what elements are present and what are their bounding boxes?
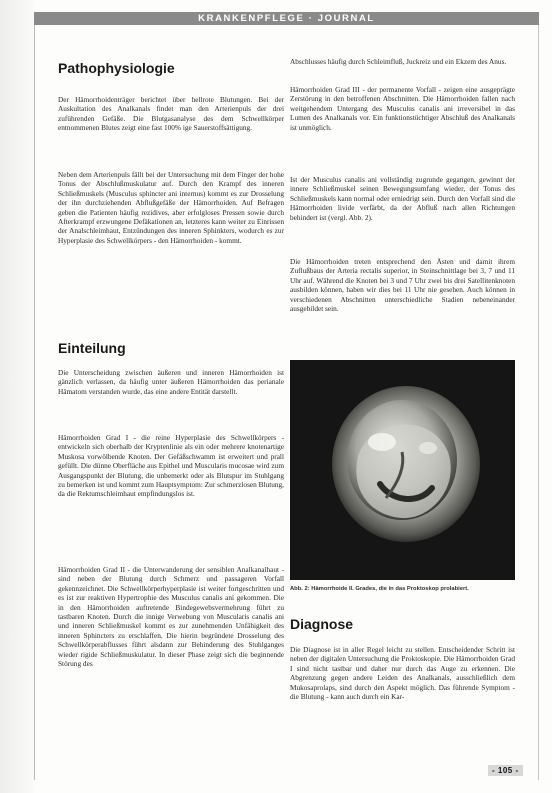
section-heading-einteilung: Einteilung [58, 340, 126, 356]
page-edge-shadow [0, 0, 34, 793]
journal-title: KRANKENPFLEGE · JOURNAL [198, 13, 375, 24]
section-heading-pathophysiologie: Pathophysiologie [58, 60, 175, 76]
figure-caption: Abb. 2: Hämorrhoide II. Grades, die in das Proktoskop prolabiert. [290, 586, 469, 592]
paragraph: Die Diagnose ist in aller Regel leicht zu stellen. Entscheidender Schritt ist neben der digitalen Untersuchung die Proktoskopie. Die Hämorrhoiden Grad I sind nicht tastbar und daher nur durch das Auge zu erkennen. Die Abgrenzung gegen andere Leiden des Analkanals, ausschließlich dem Mukosaprolaps, sind durch den Aspekt möglich. Das führende Symptom - die Blutung - kann auch durch ein Kar- [290, 645, 515, 702]
paragraph: Neben dem Arterienpuls fällt bei der Untersuchung mit dem Finger der hohe Tonus der Abschlußmuskulatur auf. Durch den Krampf des inneren Schließmuskels (Musculus sphincter ani internus) kommt es zur Drosselung der ihn durchziehenden Abflußgefäße der Hämorrhoiden. Auf Befragen geben die Patienten häufig rezidives, aber erfolgloses Pressen sowie durch Afterkrampf erzwungene Defäkationen an, letzteres kann weiter zu Einrissen der Analschleimhaut, Entzündungen des inneren Sphinkters, wodurch es zur Hyperplasie des Schwellkörpers - den Hämorrhoiden - kommt. [58, 170, 284, 245]
paragraph: Hämorrhoiden Grad I - die reine Hyperplasie des Schwellkörpers - entwickeln sich oberhalb der Kryptenlinie als ein oder mehrere knotenartige Muskosa vorwölbende Knoten. Der Gefäßschwamm ist erweitert und prall gefüllt. Die dünne Oberfläche aus Epithel und Muscularis mucosae wird zum Ausgangspunkt der Blutung, die unbemerkt oder als Blutspur im Stuhlgang zu bemerken ist und kommt zum Hauptsymptom: Zur schmerzlosen Blutung, da die Rektumschleimhaut empfindungslos ist. [58, 433, 284, 499]
paragraph: Die Hämorrhoiden treten entsprechend den Ästen und damit ihrem Zuflußbaus der Arteria rectalis superior, in Steinschnittlage bei 3, 7 und 11 Uhr auf. Während die Knoten bei 3 und 7 Uhr zwei bis drei Satellitenknoten ausbilden können, haben wir dies bei 11 Uhr nie gesehen. Auch können in verschiedenen Abschnitten unterschiedliche Stadien nebeneinander ausgebildet sein. [290, 257, 515, 314]
paragraph: Hämorrhoiden Grad II - die Unterwanderung der sensiblen Analkanalhaut - sind neben der Blutung durch Schmerz und passageren Vorfall gekennzeichnet. Die Schwellkörperhyperplasie ist weiter fortgeschritten und es ist zur reaktiven Hypertrophie des Musculus canalis ani gekommen. Die in den Hämorrhoiden auftretende Bindegewebsvermehrung führt zu tastbaren Knoten. Durch die innige Verwebung von Muscularis canalis ani und inneren Schließmuskel kommt es zur zunehmenden Unfähigkeit des inneren Sphincters zu erschlaffen. Die hierin begründete Drosselung des Schwellkörperabflusses führt alsdann zur Behinderung des Stuhlganges wieder rigide Schließmuskulatur. In dieser Phase zeigt sich die beginnende Störung des [58, 565, 284, 669]
left-rule [34, 25, 35, 780]
running-header [34, 12, 539, 25]
paragraph: Hämorrhoiden Grad III - der permanente Vorfall - zeigen eine ausgeprägte Zerstörung in den betroffenen Abschnitten. Die Hämorrhoiden fallen nach weitgehendem Untergang des Musculus canalis ani irreversibel in das Lumen des Analkanals vor. Ein funktionstüchtiger Abschluß des Analkanals ist unmöglich. [290, 85, 515, 132]
proctoscopy-photo [290, 360, 515, 580]
paragraph: Der Hämorrhoidenträger berichtet über hellrote Blutungen. Bei der Auskultation des Analkanals findet man den Arterienpuls der drei zuführenden Gefäße. Die Blutgasanalyse des dem Schwellkörper entnommenen Blutes zeigt eine fast 100% ige Sauerstoffsättigung. [58, 95, 284, 133]
paragraph: Ist der Musculus canalis ani vollständig zugrunde gegangen, gewinnt der innere Schließmuskel seinen Bewegungsumfang wieder, der Tonus des Schließmuskels kann normal oder erniedrigt sein. Durch den Vorfall sind die Hämorrhoiden livide verfärbt, da der Abfluß nach allen Richtungen behindert ist (vergl. Abb. 2). [290, 175, 515, 222]
right-rule [538, 25, 539, 780]
paragraph: Abschlusses häufig durch Schleimfluß, Juckreiz und ein Ekzem des Anus. [290, 57, 507, 66]
hemorrhoid-image [290, 360, 515, 580]
section-heading-diagnose: Diagnose [290, 616, 354, 632]
page-number: - 105 - [488, 765, 523, 776]
paragraph: Die Unterscheidung zwischen äußeren und inneren Hämorrhoiden ist gänzlich verlassen, da häufig unter äußeren Hämorrhoiden das perianale Hämatom verstanden wurde, das eine andere Entität darstellt. [58, 368, 284, 396]
